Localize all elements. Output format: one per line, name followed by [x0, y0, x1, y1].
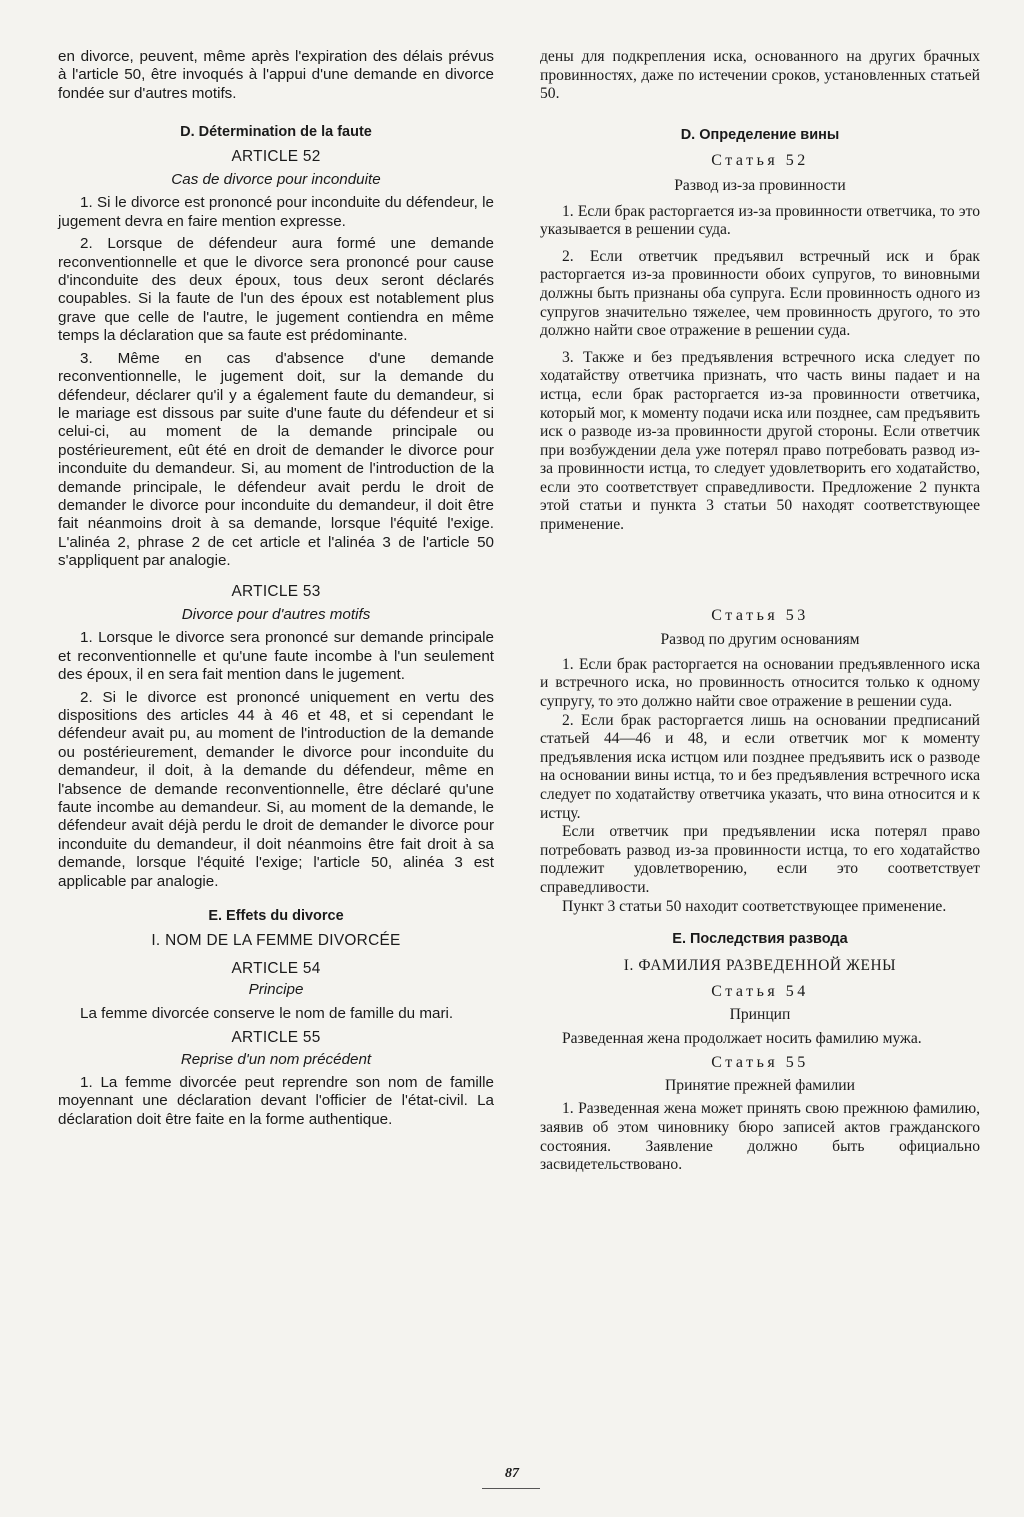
russian-article-53-paragraph-2: 2. Если брак расторгается лишь на основании предписаний статьей 44—46 и 48, и если ответчик мог к моменту предъявления иска истцом или позднее предъявить иск о разводе на основании вины истца, то и без предъявления встречного иска следует по ходатайству ответчика указать, что вина относится и к истцу.	[540, 711, 980, 822]
french-article-54-title: ARTICLE 54	[231, 959, 321, 977]
russian-part-i-heading: I. ФАМИЛИЯ РАЗВЕДЕННОЙ ЖЕНЫ	[623, 956, 897, 974]
russian-article-52-paragraph-2: 2. Если ответчик предъявил встречный иск и брак расторгается из-за провинности обоих супругов, то виновными должны быть признаны оба супруга. Если провинность одного из супругов значительно тяжелее, чем провинность другого, то это должно найти свое отражение в решении суда.	[540, 247, 980, 340]
russian-article-52-title: Статья 52	[711, 152, 809, 170]
russian-article-55-subtitle: Принятие прежней фамилии	[665, 1076, 855, 1094]
french-article-53-subtitle: Divorce pour d'autres motifs	[181, 605, 371, 623]
french-article-55-paragraph-1: 1. La femme divorcée peut reprendre son nom de famille moyennant une déclaration devant l'officier de l'état-civil. La déclaration doit être faite en la forme authentique.	[58, 1073, 494, 1128]
russian-column	[540, 48, 980, 1175]
russian-article-53-title: Статья 53	[711, 606, 809, 624]
russian-article-52-paragraph-1: 1. Если брак расторгается из-за провинности ответчика, то это указывается в решении суда.	[540, 202, 980, 239]
french-article-52-paragraph-1: 1. Si le divorce est prononcé pour inconduite du défendeur, le jugement devra en faire mention expresse.	[58, 194, 494, 230]
russian-article-54-paragraph-1: Разведенная жена продолжает носить фамилию мужа.	[562, 1029, 922, 1047]
french-article-55-subtitle: Reprise d'un nom précédent	[180, 1050, 372, 1068]
french-intro-paragraph: en divorce, peuvent, même après l'expiration des délais prévus à l'article 50, être invoqués à l'appui d'une demande en divorce fondée sur d'autres motifs.	[58, 48, 494, 102]
russian-article-55-paragraph-1: 1. Разведенная жена может принять свою прежнюю фамилию, заявив об этом чиновнику бюро записей актов гражданского состояния. Заявление должно быть официально засвидетельствовано.	[540, 1100, 980, 1174]
french-article-54-subtitle: Principe	[248, 981, 304, 999]
french-article-52-subtitle: Cas de divorce pour inconduite	[171, 171, 381, 189]
russian-article-52-paragraph-3: 3. Также и без предъявления встречного иска следует по ходатайству ответчика признать, что часть вины падает и на истца, если брак расторгается из-за провинности ответчика, который мог, к моменту подачи иска или позднее, сам предъявить иск о разводе из-за провинности другой стороны. Если ответчик при возбуждении дела уже потерял право потребовать развод из-за провинности истца, то следует удовлетворить его ходатайство, если это соответствует справедливости. Предложение 2 пункта этой статьи и пункта 3 статьи 50 находят соответствующее применение.	[540, 348, 980, 534]
russian-article-53-subtitle: Развод по другим основаниям	[660, 631, 860, 649]
russian-article-55-title: Статья 55	[711, 1054, 809, 1072]
russian-intro-paragraph: дены для подкрепления иска, основанного на других брачных провинностях, даже по истечении сроков, установленных статьей 50.	[540, 48, 980, 103]
french-article-53-paragraph-1: 1. Lorsque le divorce sera prononcé sur demande principale et reconventionnelle et qu'une faute incombe à l'un seulement des époux, il en sera fait mention dans le jugement.	[58, 629, 494, 684]
french-article-54-paragraph-1: La femme divorcée conserve le nom de famille du mari.	[80, 1004, 454, 1022]
russian-article-53-paragraph-3: Если ответчик при предъявлении иска потерял право потребовать развод из-за провинности истца, то его ходатайство подлежит удовлетворению, если это соответствует справедливости.	[540, 823, 980, 896]
russian-article-52-subtitle: Развод из-за провинности	[674, 176, 846, 194]
russian-article-53-paragraph-4: Пункт 3 статьи 50 находит соответствующее применение.	[562, 897, 947, 915]
french-part-i-heading: I. NOM DE LA FEMME DIVORCÉE	[151, 932, 401, 950]
french-article-52-title: ARTICLE 52	[231, 147, 321, 165]
russian-article-53-paragraph-1: 1. Если брак расторгается на основании предъявленного иска и встречного иска, но провинность относится только к одному супругу, то это должно найти свое отражение в решении суда.	[540, 655, 980, 711]
french-column	[58, 48, 494, 1129]
russian-section-e-heading: E. Последствия развода	[672, 931, 848, 948]
russian-article-54-subtitle: Принцип	[729, 1005, 791, 1023]
russian-section-d-heading: D. Определение вины	[680, 126, 840, 143]
french-article-53-paragraph-2: 2. Si le divorce est prononcé uniquement en vertu des dispositions des articles 44 à 46 et 48, et si cependant le défendeur avait pu, au moment de l'introduction de la demande ou postérieurement, demander le divorce pour inconduite du demandeur, il doit, à la demande du défendeur, même en l'absence de demande reconventionnelle, être déclaré qu'une faute incombe au demandeur. Si, au moment de la demande, le défendeur avait déjà perdu le droit de demander le divorce pour inconduite du demandeur, il doit néanmoins être fait droit à sa demande, lorsque l'équité l'exige; l'article 50, alinéa 3 est applicable par analogie.	[58, 688, 494, 890]
russian-article-54-title: Статья 54	[711, 983, 809, 1001]
french-article-52-paragraph-2: 2. Lorsque de défendeur aura formé une demande reconventionnelle et que le divorce sera prononcé pour cause d'inconduite des deux époux, tous deux seront déclarés coupables. Si la faute de l'un des époux est notablement plus grave que celle de l'autre, le jugement contiendra en même temps la déclaration que sa faute est prédominante.	[58, 235, 494, 345]
page-number: 87	[505, 1466, 519, 1481]
page-number-rule	[482, 1488, 540, 1489]
french-article-55-title: ARTICLE 55	[231, 1029, 321, 1047]
french-section-d-heading: D. Détermination de la faute	[180, 124, 372, 141]
french-section-e-heading: E. Effets du divorce	[208, 908, 344, 925]
french-article-52-paragraph-3: 3. Même en cas d'absence d'une demande reconventionnelle, le jugement doit, sur la demande du défendeur, déclarer qu'il y a également faute du demandeur, si le mariage est dissous par suite d'une faute du défendeur et si celui-ci, au moment de la demande principale ou postérieurement, eût été en droit de demander le divorce pour inconduite du demandeur. Si, au moment de l'introduction de la demande principale, le défendeur avait perdu le droit de demander le divorce pour inconduite du demandeur, il doit être fait néanmoins droit à sa demande, lorsque l'équité l'exige. L'alinéa 2, phrase 2 de cet article et l'alinéa 3 de l'article 50 s'appliquent par analogie.	[58, 349, 494, 570]
french-article-53-title: ARTICLE 53	[231, 582, 321, 600]
